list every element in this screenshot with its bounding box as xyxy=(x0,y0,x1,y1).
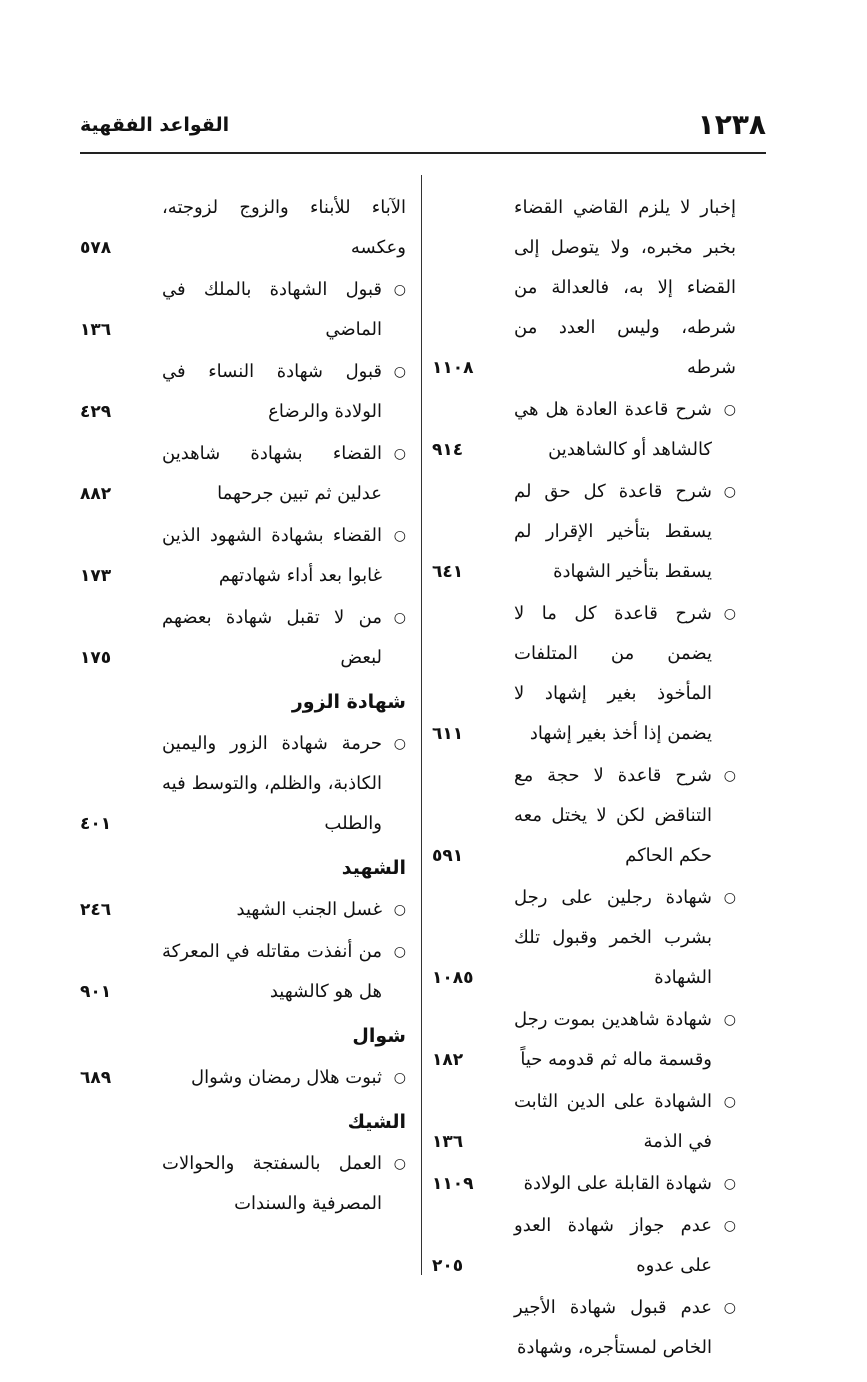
entry-page-ref: ١٣٦ xyxy=(80,320,112,340)
index-entry xyxy=(432,1206,736,1286)
column-divider xyxy=(421,175,422,1275)
circle-bullet-icon: ○ xyxy=(393,446,406,462)
circle-bullet-icon: ○ xyxy=(393,902,406,918)
entry-page-ref: ٤٠١ xyxy=(80,814,112,834)
entry-page-ref: ٨٨٢ xyxy=(80,484,112,504)
circle-bullet-icon: ○ xyxy=(393,1156,406,1172)
circle-bullet-icon: ○ xyxy=(723,1176,736,1192)
section-heading-shahid: الشهيد xyxy=(341,857,406,879)
entry-text: الآباء للأبناء والزوج لزوجته، وعكسه xyxy=(162,197,406,258)
entry-page-ref: ٢٤٦ xyxy=(80,900,112,920)
index-entry xyxy=(432,1164,736,1204)
entry-text: القضاء بشهادة الشهود الذين غابوا بعد أداء شهادتهم xyxy=(162,525,382,586)
entry-text: ثبوت هلال رمضان وشوال xyxy=(191,1067,382,1088)
entry-page-ref: ١١٠٨ xyxy=(432,358,474,378)
entry-text: قبول الشهادة بالملك في الماضي xyxy=(162,279,382,340)
entry-page-ref: ٩٠١ xyxy=(80,982,112,1002)
entry-page-ref: ٤٢٩ xyxy=(80,402,112,422)
circle-bullet-icon: ○ xyxy=(393,528,406,544)
index-entry xyxy=(80,932,406,1012)
index-entry xyxy=(80,724,406,844)
entry-page-ref: ٦٨٩ xyxy=(80,1068,112,1088)
page-header xyxy=(80,108,766,148)
entry-page-ref: ٦٤١ xyxy=(432,562,464,582)
entry-page-ref: ١٣٦ xyxy=(432,1132,464,1152)
circle-bullet-icon: ○ xyxy=(723,890,736,906)
index-entry xyxy=(432,1082,736,1162)
circle-bullet-icon: ○ xyxy=(393,364,406,380)
circle-bullet-icon: ○ xyxy=(723,484,736,500)
entry-text: الشهادة على الدين الثابت في الذمة xyxy=(514,1091,712,1152)
entry-page-ref: ١٨٢ xyxy=(432,1050,464,1070)
circle-bullet-icon: ○ xyxy=(393,736,406,752)
entry-text: شهادة رجلين على رجل بشرب الخمر وقبول تلك الشهادة xyxy=(514,887,712,988)
index-entry xyxy=(80,270,406,350)
index-entry xyxy=(432,472,736,592)
entry-text: شرح قاعدة كل ما لا يضمن من المتلفات المأخوذ بغير إشهاد لا يضمن إذا أخذ بغير إشهاد xyxy=(514,603,712,744)
entry-text: القضاء بشهادة شاهدين عدلين ثم تبين جرحهما xyxy=(162,443,382,504)
entry-text: حرمة شهادة الزور واليمين الكاذبة، والظلم، والتوسط فيه والطلب xyxy=(162,733,382,834)
index-entry xyxy=(432,390,736,470)
entry-text: شهادة شاهدين بموت رجل وقسمة ماله ثم قدومه حياً xyxy=(514,1009,712,1070)
index-entry xyxy=(80,1058,406,1098)
circle-bullet-icon: ○ xyxy=(393,282,406,298)
header-rule xyxy=(80,152,766,154)
entry-page-ref: ٥٧٨ xyxy=(80,238,112,258)
page-number: ١٢٣٨ xyxy=(697,108,766,141)
entry-page-ref: ٢٠٥ xyxy=(432,1256,464,1276)
circle-bullet-icon: ○ xyxy=(723,1012,736,1028)
index-entry xyxy=(432,1000,736,1080)
entry-text: عدم جواز شهادة العدو على عدوه xyxy=(514,1215,712,1276)
section-heading-shahadat-zur: شهادة الزور xyxy=(291,691,406,713)
entry-text: شرح قاعدة العادة هل هي كالشاهد أو كالشاهدين xyxy=(514,399,712,460)
entry-text: شرح قاعدة كل حق لم يسقط بتأخير الإقرار لم يسقط بتأخير الشهادة xyxy=(514,481,712,582)
left-column xyxy=(80,188,406,1226)
entry-page-ref: ٥٩١ xyxy=(432,846,464,866)
index-entry xyxy=(80,1144,406,1224)
circle-bullet-icon: ○ xyxy=(723,1094,736,1110)
circle-bullet-icon: ○ xyxy=(723,606,736,622)
entry-page-ref: ١٧٥ xyxy=(80,648,112,668)
entry-text: قبول شهادة النساء في الولادة والرضاع xyxy=(162,361,382,422)
section-heading-shawwal: شوال xyxy=(352,1025,406,1047)
entry-text: شهادة القابلة على الولادة xyxy=(523,1173,712,1194)
index-entry xyxy=(80,516,406,596)
index-entry xyxy=(80,188,406,268)
circle-bullet-icon: ○ xyxy=(723,402,736,418)
index-entry xyxy=(80,598,406,678)
entry-page-ref: ١٧٣ xyxy=(80,566,112,586)
entry-text: إخبار لا يلزم القاضي القضاء بخبر مخبره، ولا يتوصل إلى القضاء إلا به، فالعدالة من شرطه، وليس العدد من شرطه xyxy=(514,197,736,378)
index-entry xyxy=(432,878,736,998)
index-entry xyxy=(80,434,406,514)
entry-page-ref: ١١٠٩ xyxy=(432,1174,474,1194)
circle-bullet-icon: ○ xyxy=(723,1218,736,1234)
entry-text: عدم قبول شهادة الأجير الخاص لمستأجره، وشهادة xyxy=(514,1297,712,1358)
circle-bullet-icon: ○ xyxy=(723,1300,736,1316)
circle-bullet-icon: ○ xyxy=(393,944,406,960)
section-heading-sheek: الشيك xyxy=(347,1111,406,1133)
book-title: القواعد الفقهية xyxy=(80,114,230,136)
entry-text: غسل الجنب الشهيد xyxy=(236,899,382,920)
index-entry xyxy=(432,594,736,754)
index-entry xyxy=(80,890,406,930)
circle-bullet-icon: ○ xyxy=(723,768,736,784)
index-entry xyxy=(432,756,736,876)
index-entry xyxy=(80,352,406,432)
entry-page-ref: ٦١١ xyxy=(432,724,464,744)
circle-bullet-icon: ○ xyxy=(393,1070,406,1086)
entry-page-ref: ٩١٤ xyxy=(432,440,464,460)
index-entry xyxy=(432,1288,736,1368)
entry-text: شرح قاعدة لا حجة مع التناقض لكن لا يختل معه حكم الحاكم xyxy=(514,765,712,866)
circle-bullet-icon: ○ xyxy=(393,610,406,626)
entry-text: من أنفذت مقاتله في المعركة هل هو كالشهيد xyxy=(162,941,382,1002)
right-column xyxy=(432,188,736,1370)
entry-text: العمل بالسفتجة والحوالات المصرفية والسندات xyxy=(162,1153,382,1214)
index-entry xyxy=(432,188,736,388)
entry-text: من لا تقبل شهادة بعضهم لبعض xyxy=(162,607,382,668)
entry-page-ref: ١٠٨٥ xyxy=(432,968,474,988)
